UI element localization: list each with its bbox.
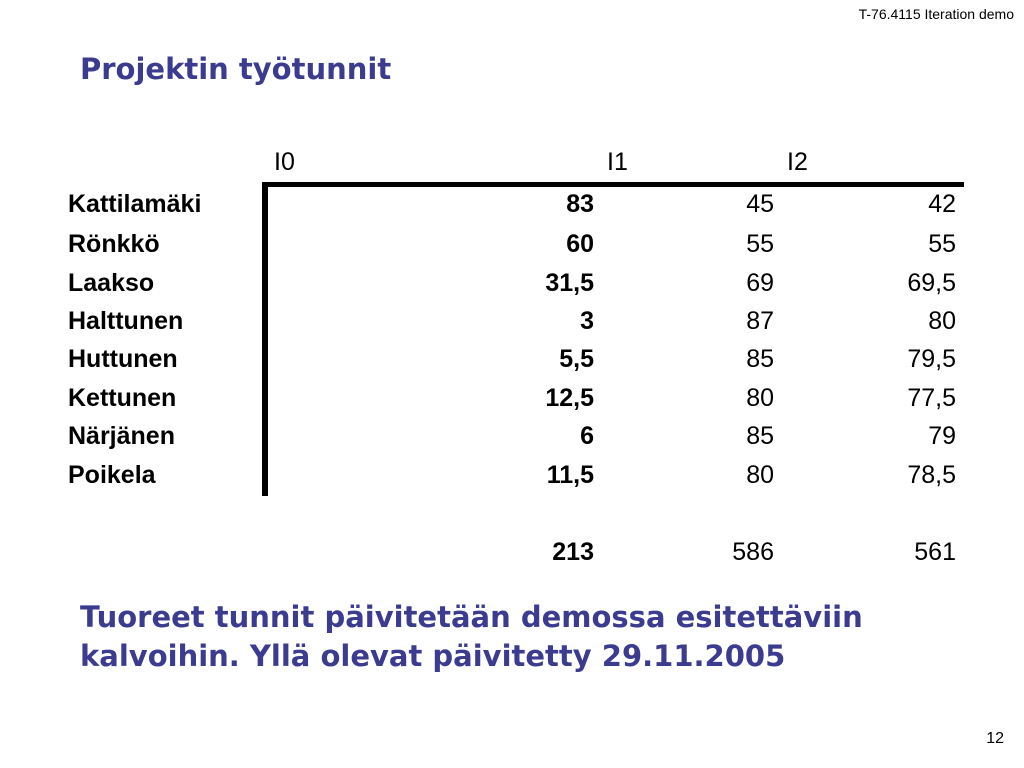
table-row — [0, 307, 1024, 345]
totals-row — [0, 538, 1024, 576]
row-name: Laakso — [68, 269, 155, 297]
table-row — [0, 269, 1024, 307]
cell-i2: 78,5 — [907, 461, 956, 489]
cell-i1: 87 — [746, 307, 774, 335]
column-header-i2: I2 — [787, 148, 808, 176]
row-name: Kettunen — [68, 384, 177, 412]
table-row — [0, 190, 1024, 228]
cell-i0: 31,5 — [545, 269, 594, 297]
cell-i1: 55 — [746, 230, 774, 258]
table-header-rule — [262, 182, 964, 187]
table-row — [0, 230, 1024, 268]
cell-i0: 5,5 — [559, 345, 594, 373]
cell-i2: 77,5 — [907, 384, 956, 412]
cell-i1: 80 — [746, 461, 774, 489]
column-header-i0: I0 — [274, 148, 295, 176]
cell-i1: 85 — [746, 422, 774, 450]
cell-i1: 45 — [746, 190, 774, 218]
row-name: Rönkkö — [68, 230, 160, 258]
cell-i0: 6 — [580, 422, 594, 450]
total-i2: 561 — [914, 538, 956, 566]
cell-i2: 42 — [928, 190, 956, 218]
row-name: Närjänen — [68, 422, 175, 450]
cell-i1: 69 — [746, 269, 774, 297]
cell-i0: 3 — [580, 307, 594, 335]
cell-i2: 79 — [928, 422, 956, 450]
update-note: Tuoreet tunnit päivitetään demossa esitettäviin kalvoihin. Yllä olevat päivitetty 29.11.2005 — [80, 600, 863, 673]
page-number: 12 — [986, 730, 1004, 747]
table-row — [0, 422, 1024, 460]
cell-i1: 80 — [746, 384, 774, 412]
column-header-i1: I1 — [607, 148, 628, 176]
cell-i0: 12,5 — [545, 384, 594, 412]
row-name: Kattilamäki — [68, 190, 202, 218]
cell-i2: 55 — [928, 230, 956, 258]
cell-i0: 83 — [566, 190, 594, 218]
slide-title: Projektin työtunnit — [80, 52, 392, 86]
total-i1: 586 — [732, 538, 774, 566]
total-i0: 213 — [552, 538, 594, 566]
row-name: Poikela — [68, 461, 156, 489]
table-row — [0, 461, 1024, 499]
cell-i0: 60 — [566, 230, 594, 258]
cell-i2: 79,5 — [907, 345, 956, 373]
header-course-tag: T-76.4115 Iteration demo — [858, 6, 1014, 22]
row-name: Halttunen — [68, 307, 184, 335]
row-name: Huttunen — [68, 345, 178, 373]
table-row — [0, 345, 1024, 383]
cell-i1: 85 — [746, 345, 774, 373]
cell-i2: 80 — [928, 307, 956, 335]
table-row — [0, 384, 1024, 422]
cell-i0: 11,5 — [546, 461, 594, 489]
cell-i2: 69,5 — [907, 269, 956, 297]
